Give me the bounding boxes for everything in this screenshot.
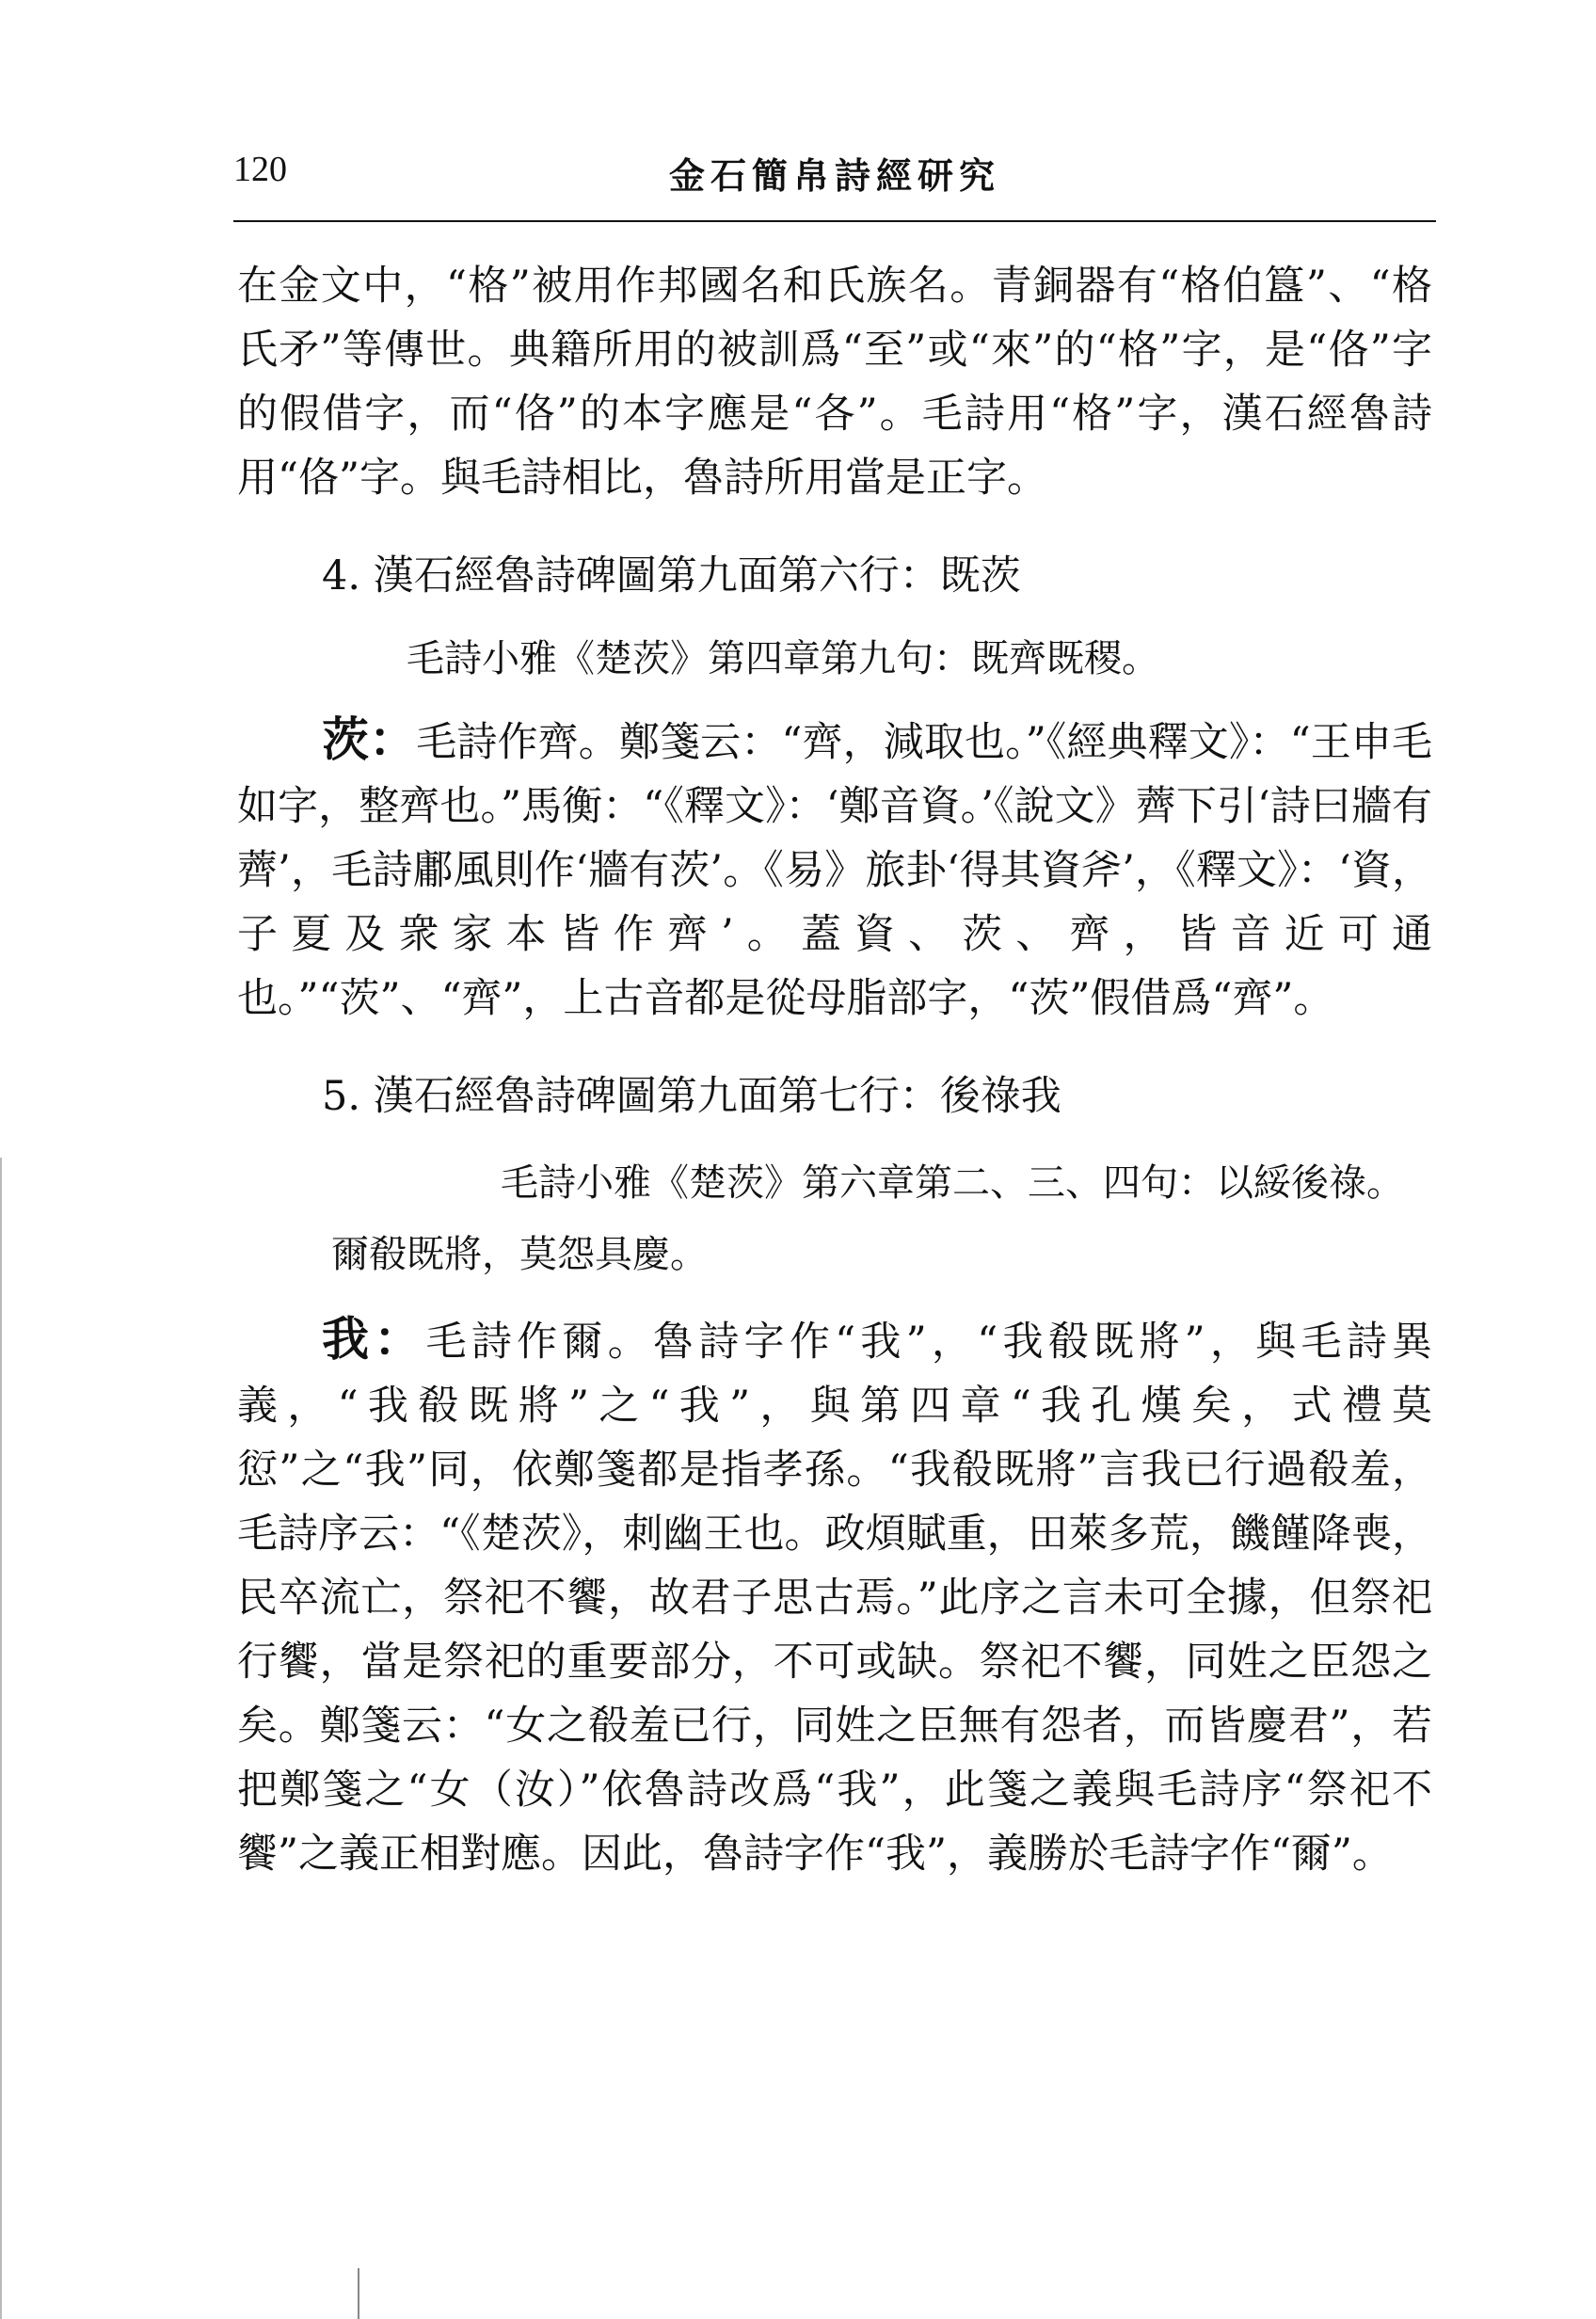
section-heading-5: 5. 漢石經魯詩碑圖第九面第七行：後祿我 (322, 1073, 1061, 1120)
entry-key-ci: 茨： (322, 712, 417, 767)
paragraph-ge: 在金文中，“格”被用作邦國名和氏族名。青銅器有“格伯簋”、“格氏矛”等傳世。典籍所用的被訓爲“至”或“來”的“格”字，是“佫”字的假借字，而“佫”的本字應是“各”。毛詩用“格”字，漢石經魯詩用“佫”字。與毛詩相比，魯詩所用當是正字。 (237, 263, 1432, 502)
quote-4: 毛詩小雅《楚茨》第四章第九句：既齊既稷。 (407, 637, 1159, 680)
entry-ci (237, 708, 1432, 1031)
header-rule (233, 220, 1436, 222)
page-number: 120 (233, 150, 287, 189)
section-heading-4: 4. 漢石經魯詩碑圖第九面第六行：既茨 (322, 552, 1021, 600)
scan-foot-mark (358, 2268, 359, 2319)
running-header (233, 141, 1436, 198)
running-title: 金石簡帛詩經研究 (668, 154, 1000, 197)
quote-5: 毛詩小雅《楚茨》第六章第二、三、四句：以綏後祿。爾殽既將，莫怨具慶。 (331, 1161, 1404, 1276)
entry-text-wo: 毛詩作爾。魯詩字作“我”，“我殽既將”，與毛詩異義，“我殽既將”之“我”，與第四章“我孔熯矣，式禮莫愆”之“我”同，依鄭箋都是指孝孫。“我殽既將”言我已行過殽羞，毛詩序云：“《楚茨》，刺幽王也。政煩賦重，田萊多荒，饑饉降喪，民卒流亡，祭祀不饗，故君子思古焉。”此序之言未可全據，但祭祀行饗，當是祭祀的重要部分，不可或缺。祭祀不饗，同姓之臣怨之矣。鄭箋云：“女之殽羞已行，同姓之臣無有怨者，而皆慶君”，若把鄭箋之“女（汝）”依魯詩改爲“我”，此箋之義與毛詩序“祭祀不饗”之義正相對應。因此，魯詩字作“我”，義勝於毛詩字作“爾”。 (237, 1319, 1433, 1878)
entry-wo (237, 1307, 1432, 1886)
scan-margin-line (0, 1158, 2, 2319)
page-body (237, 254, 1432, 1886)
entry-text-ci: 毛詩作齊。鄭箋云：“齊，減取也。”《經典釋文》：“王申毛如字，整齊也。”馬衡：“《釋文》：‘鄭音資。’《說文》薺下引‘詩曰牆有薺’，毛詩鄘風則作‘牆有茨’。《易》旅卦‘得其資斧’，《釋文》：‘資，子夏及衆家本皆作齊’。蓋資、茨、齊，皆音近可通也。”“茨”、“齊”，上古音都是從母脂部字，“茨”假借爲“齊”。 (237, 719, 1433, 1022)
entry-key-wo: 我： (322, 1311, 426, 1367)
